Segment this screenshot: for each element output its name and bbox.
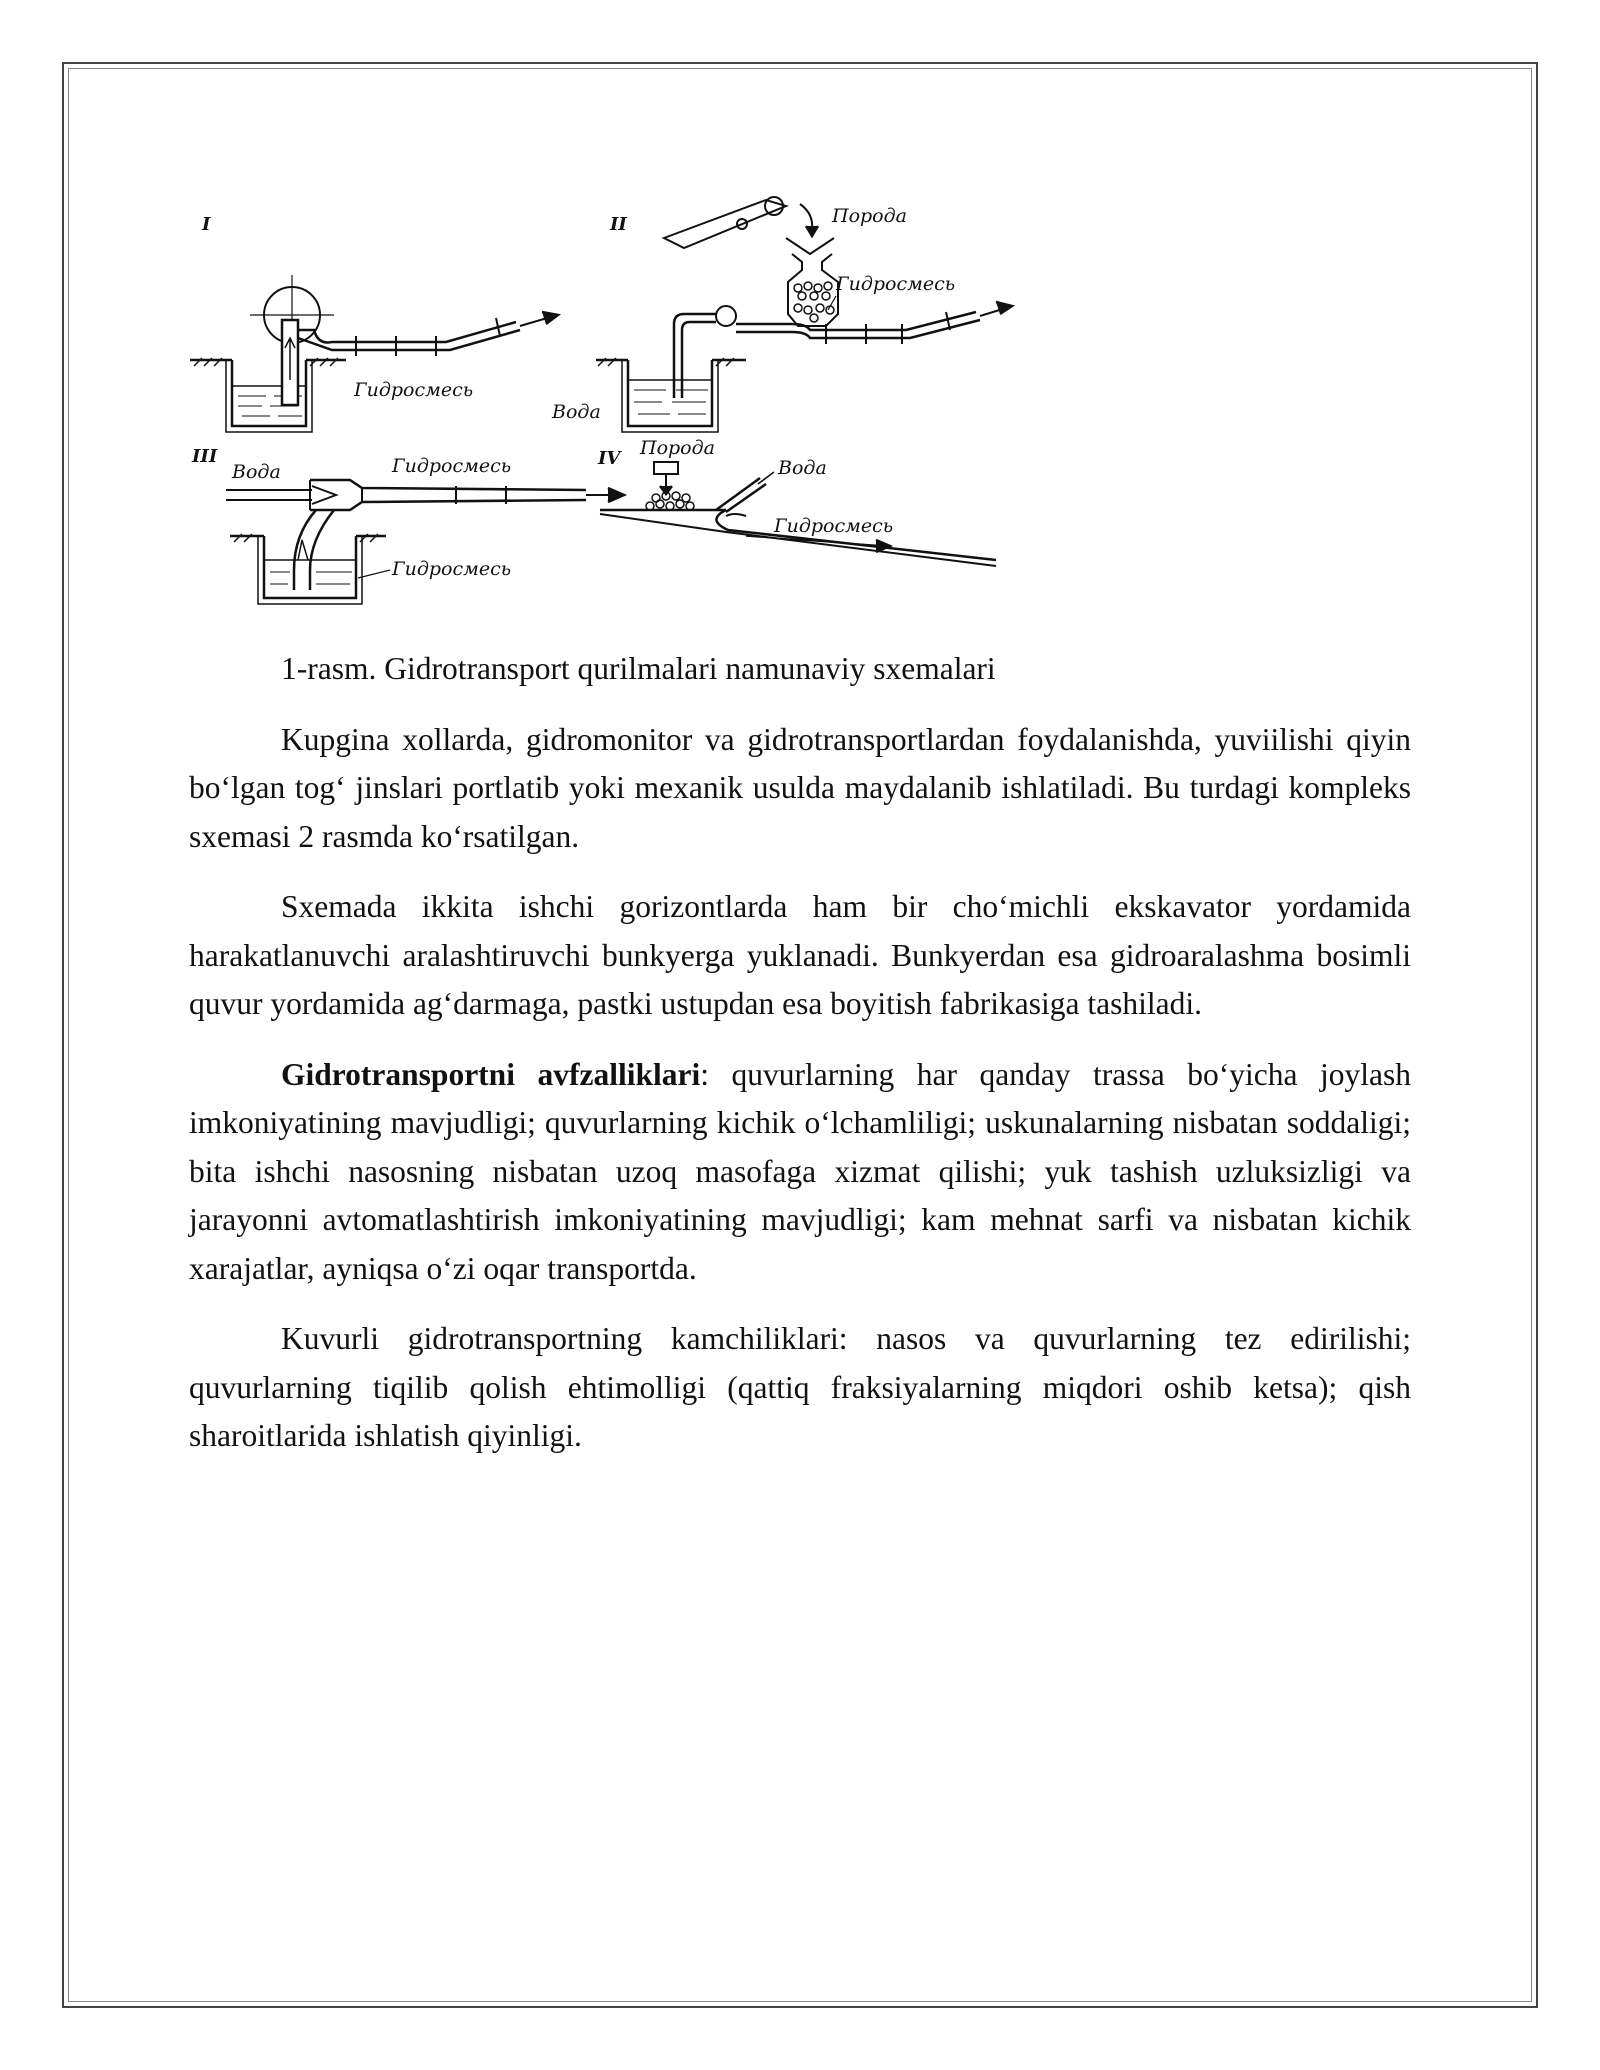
paragraph-4: Kuvurli gidrotransportning kamchiliklari: nasos va quvurlarning tez edirilishi; quvurlarning tiqilib qolish ehtimolligi (qattiq fraksiyalarning miqdori oshib ketsa); qish sharoitlarida ishlatish qiyinligi. <box>189 1321 1411 1453</box>
scheme-4-gidrosmes-label: Гидросмесь <box>774 515 894 537</box>
scheme-4-poroda-label: Порода <box>640 437 715 459</box>
scheme-3-label: III <box>192 446 218 467</box>
scheme-3-diagram <box>191 446 624 604</box>
paragraph-3-heading: Gidrotransportni avfzalliklari <box>281 1056 701 1092</box>
paragraph-3-text: : quvurlarning har qanday trassa bo‘yicha joylash imkoniyatining mavjudligi; quvurlarning kichik o‘lchamliligi; uskunalarning nisbatan soddaligi; bita ishchi nasosning nisbatan uzoq masofaga xizmat qilishi; yuk tashish uzluksizligi va jarayonni avtomatlashtirish imkoniyatining mavjudligi; kam mehnat sarfi va nisbatan kichik xarajatlar, ayniqsa o‘zi oqar transportda. <box>189 1056 1411 1286</box>
scheme-2-voda-label: Вода <box>552 401 601 423</box>
scheme-4-voda-label: Вода <box>778 457 827 479</box>
scheme-4-label: IV <box>598 448 621 469</box>
scheme-3-gidrosmes-top-label: Гидросмесь <box>392 455 512 477</box>
paragraph-2: Sxemada ikkita ishchi gorizontlarda ham bir cho‘michli ekskavator yordamida harakatlanuvchi aralashtiruvchi bunkyerga yuklanadi. Bunkyerdan esa gidroaralashma bosimli quvur yordamida ag‘darmaga, pastki ustupdan esa boyitish fabrikasiga tashiladi. <box>189 889 1411 1021</box>
scheme-2-poroda-label: Порода <box>832 205 907 227</box>
paragraph-3 <box>189 1051 1411 1294</box>
scheme-2-gidrosmes-label: Гидросмесь <box>836 273 956 295</box>
scheme-2-diagram <box>551 197 1012 432</box>
scheme-1-diagram <box>190 214 558 432</box>
document-body <box>189 645 1411 1483</box>
figure-hydrotransport-schemes <box>186 190 1036 620</box>
paragraph-1: Kupgina xollarda, gidromonitor va gidrotransportlardan foydalanishda, yuviilishi qiyin bo‘lgan tog‘ jinslari portlatib yoki mexanik usulda maydalanib ishlatiladi. Bu turdagi kompleks sxemasi 2 rasmda ko‘rsatilgan. <box>189 721 1411 854</box>
scheme-1-label: I <box>202 214 211 235</box>
scheme-2-label: II <box>610 214 627 235</box>
figure-caption: 1-rasm. Gidrotransport qurilmalari namunaviy sxemalari <box>281 651 996 686</box>
scheme-3-gidrosmes-bottom-label: Гидросмесь <box>392 558 512 580</box>
scheme-4-diagram <box>597 437 996 566</box>
scheme-1-gidrosmes-label: Гидросмесь <box>354 379 474 401</box>
scheme-3-voda-label: Вода <box>232 461 281 483</box>
